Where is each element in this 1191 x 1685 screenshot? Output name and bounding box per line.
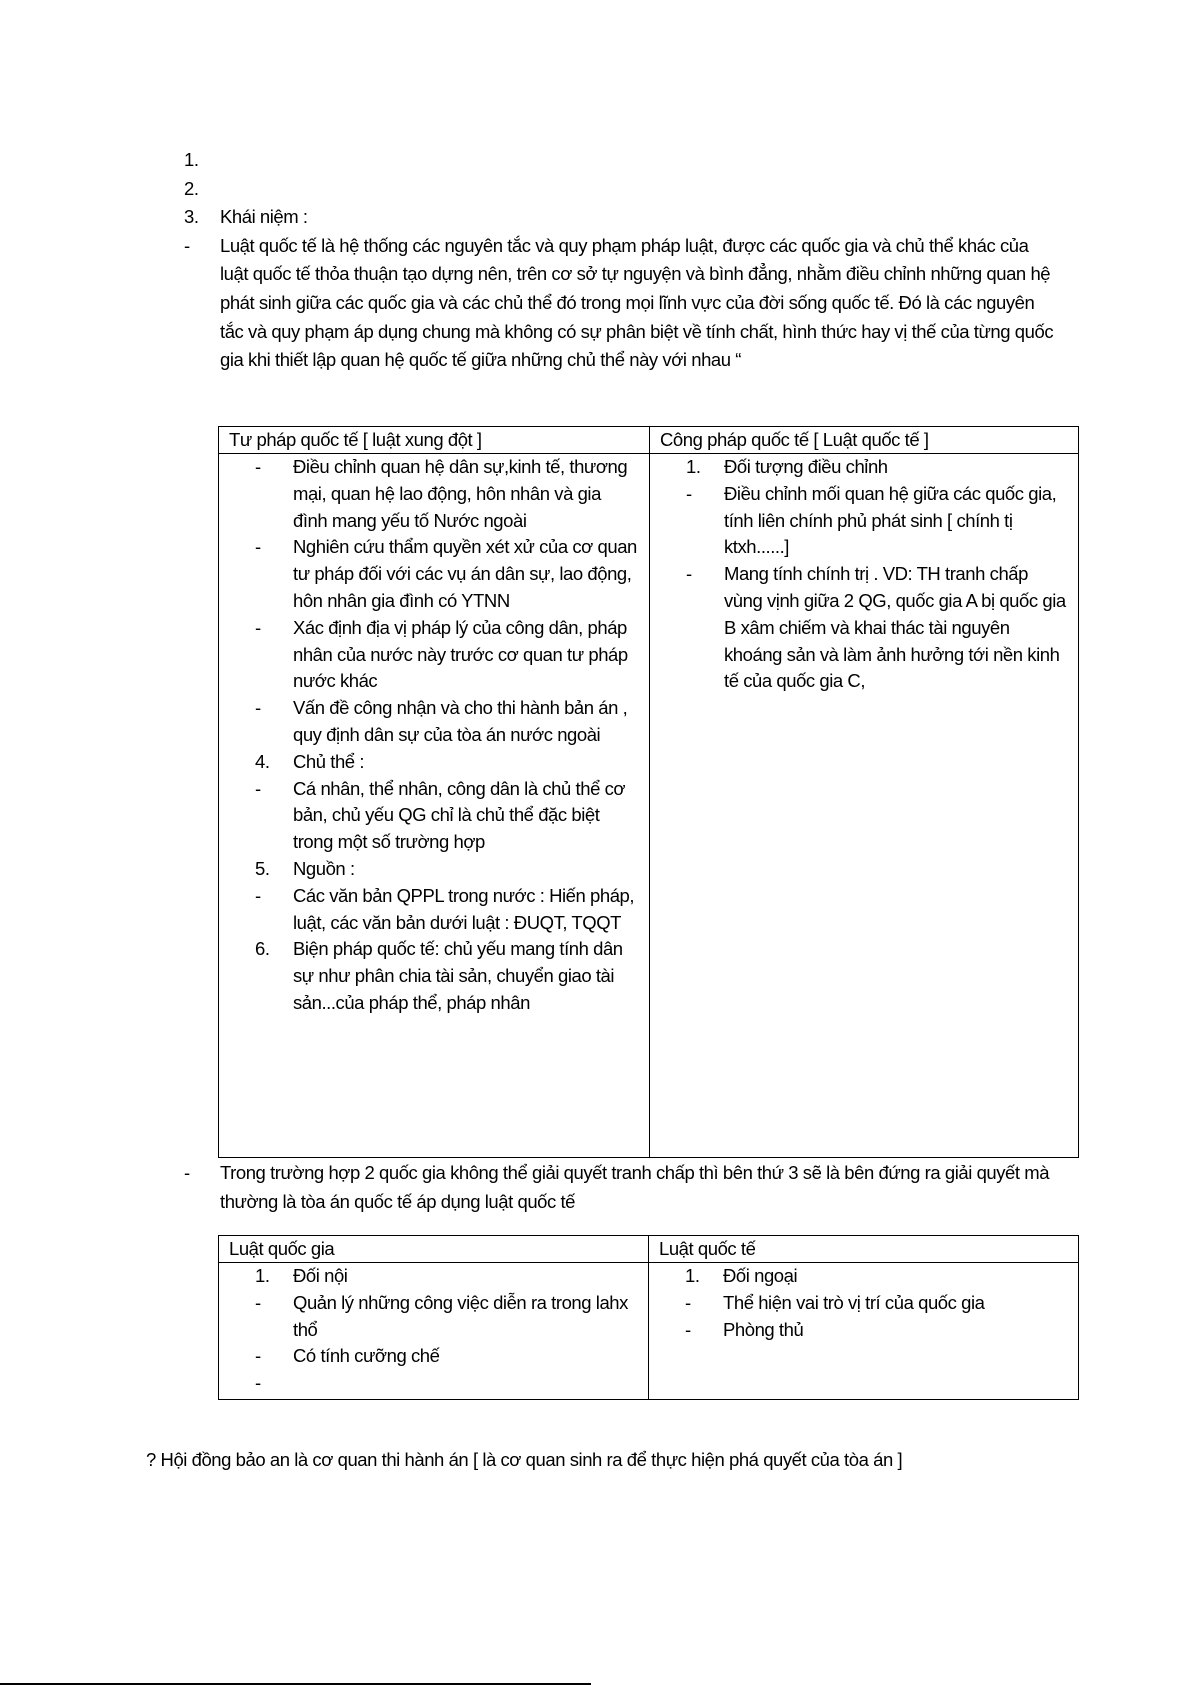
cell-list-item: - Cá nhân, thể nhân, công dân là chủ thể cơ bản, chủ yếu QG chỉ là chủ thể đặc biệt trong một số trường hợp [255,777,626,853]
cell-list-item: - [255,1372,261,1394]
list-marker: 1. [184,149,199,170]
table-cell-left [219,454,650,1158]
table-header-cell: Công pháp quốc tế [ Luật quốc tế ] [650,427,1079,454]
table-row [219,454,1079,1158]
table-header-cell: Luật quốc tế [649,1236,1079,1263]
cell-list-item: - Vấn đề công nhận và cho thi hành bản án , quy định dân sự của tòa án nước ngoài [255,697,628,745]
cell-list-item: 1. Đối ngoại [685,1265,798,1286]
cell-list-item: - Điều chỉnh quan hệ dân sự,kinh tế, thương mại, quan hệ lao động, hôn nhân và gia đình mang yếu tố Nước ngoài [255,456,628,531]
table-cell-right [649,1263,1079,1400]
table-row [219,1263,1079,1400]
cell-list-item: - Mang tính chính trị . VD: TH tranh chấp vùng vịnh giữa 2 QG, quốc gia A bị quốc gia B xâm chiếm và khai thác tài nguyên khoáng sản và làm ảnh hưởng tới nền kinh tế của quốc gia C, [686,563,1066,692]
list-item [184,146,1064,175]
list-marker: - [184,234,190,256]
middle-bullet-text: Trong trường hợp 2 quốc gia không thể giải quyết tranh chấp thì bên thứ 3 sẽ là bên đứng ra giải quyết mà thường là tòa án quốc tế áp dụng luật quốc tế [220,1162,1050,1212]
intro-list [184,146,1064,375]
comparison-table-2 [218,1235,1079,1400]
cell-list-item: 6. Biện pháp quốc tế: chủ yếu mang tính dân sự như phân chia tài sản, chuyển giao tài sản...của pháp thể, pháp nhân [255,938,623,1013]
table-header-row [219,1236,1079,1263]
middle-bullet [184,1159,1064,1216]
list-item [184,232,1064,375]
cell-list-item: 1. Đối tượng điều chỉnh [686,456,888,477]
list-item [184,203,1064,232]
list-marker: 3. [184,206,199,228]
table-header-cell: Luật quốc gia [219,1236,649,1263]
table-cell-left [219,1263,649,1400]
cell-list-item: - Nghiên cứu thẩm quyền xét xử của cơ quan tư pháp đối với các vụ án dân sự, lao động, hôn nhân gia đình có YTNN [255,536,637,611]
table-header-row [219,427,1079,454]
cell-list-item: - Phòng thủ [685,1318,804,1340]
cell-list-item: - Có tính cưỡng chế [255,1345,440,1367]
cell-list-item: 4. Chủ thể : [255,750,365,772]
list-item [184,175,1064,204]
table-cell-right [650,454,1079,1158]
comparison-table-1 [218,426,1079,1158]
cell-list-item: - Quản lý những công việc diễn ra trong lahx thổ [255,1291,628,1340]
cell-list-item: - Điều chỉnh mối quan hệ giữa các quốc gia, tính liên chính phủ phát sinh [ chính tị ktxh......] [686,482,1057,558]
definition-paragraph: Luật quốc tế là hệ thống các nguyên tắc và quy phạm pháp luật, được các quốc gia và chủ thể khác của luật quốc tế thỏa thuận tạo dựng nên, trên cơ sở tự nguyện và bình đẳng, nhằm điều chỉnh những quan hệ phát sinh giữa các quốc gia và các chủ thể đó trong mọi lĩnh vực của đời sống quốc tế. Đó là các nguyên tắc và quy phạm áp dụng chung mà không có sự phân biệt về tính chất, hình thức hay vị thế của từng quốc gia khi thiết lập quan hệ quốc tế giữa những chủ thể này với nhau “ [220,234,1054,371]
cell-list-item: 5. Nguồn : [255,857,355,879]
cell-list-item: - Xác định địa vị pháp lý của công dân, pháp nhân của nước này trước cơ quan tư pháp nước khác [255,616,628,692]
question-paragraph: ? Hội đồng bảo an là cơ quan thi hành án [ là cơ quan sinh ra để thực hiện phá quyết của tòa án ] [146,1449,903,1470]
cell-list-item: - Các văn bản QPPL trong nước : Hiến pháp, luật, các văn bản dưới luật : ĐUQT, TQQT [255,884,635,933]
cell-list-item: 1. Đối nội [255,1265,348,1286]
list-marker: - [184,1162,190,1183]
heading-khai-niem: Khái niệm : [220,206,308,228]
cell-list-item: - Thể hiện vai trò vị trí của quốc gia [685,1291,985,1313]
table-header-cell: Tư pháp quốc tế [ luật xung đột ] [219,427,650,454]
list-marker: 2. [184,177,199,199]
